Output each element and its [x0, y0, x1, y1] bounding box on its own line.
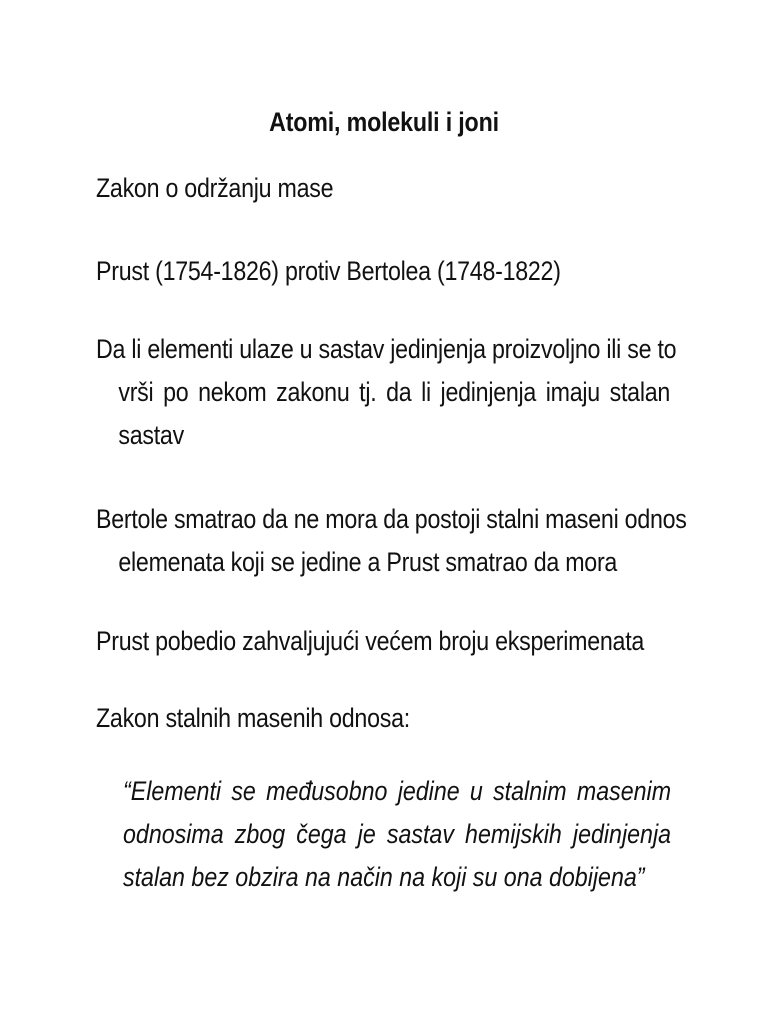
word: zbog	[234, 819, 286, 849]
text-line: Bertole smatrao da ne mora da postoji stalni maseni odnos	[96, 504, 687, 534]
word: masenim	[576, 776, 672, 806]
text-line: sastav	[118, 420, 184, 450]
word: sastav	[386, 819, 454, 849]
text-line: Prust (1754-1826) protiv Bertolea (1748-1822)	[96, 256, 561, 286]
word: “Elementi	[123, 776, 222, 806]
word: čega	[296, 819, 347, 849]
law-quote	[123, 770, 671, 899]
word: jedinjenja	[572, 819, 672, 849]
quote-line-justified	[123, 813, 671, 856]
word: li	[421, 377, 431, 407]
text-line: Zakon stalnih masenih odnosa:	[96, 703, 410, 733]
word: zakonu	[276, 377, 350, 407]
paragraph-conservation-law	[96, 167, 670, 210]
word: da	[386, 377, 412, 407]
word: hemijskih	[465, 819, 562, 849]
word: vrši	[118, 377, 154, 407]
word: po	[163, 377, 189, 407]
word: nekom	[198, 377, 267, 407]
paragraph-prust-won	[96, 620, 670, 663]
text-line-justified	[96, 371, 670, 414]
word: je	[357, 819, 376, 849]
text-line: Zakon o održanju mase	[96, 173, 334, 203]
paragraph-prust-vs-bertole	[96, 250, 670, 293]
word: jedine	[397, 776, 460, 806]
word: jedinjenja	[440, 377, 537, 407]
paragraph-question	[96, 328, 677, 457]
paragraph-bertole-view	[96, 498, 687, 584]
word: se	[231, 776, 256, 806]
word: međusobno	[266, 776, 388, 806]
page-title: Atomi, molekuli i joni	[269, 107, 499, 137]
word: imaju	[545, 377, 600, 407]
quote-line: stalan bez obzira na način na koji su ona dobijena”	[123, 862, 645, 892]
word: tj.	[359, 377, 377, 407]
word: stalnim	[493, 776, 567, 806]
text-line: Prust pobedio zahvaljujući većem broju eksperimenata	[96, 626, 645, 656]
quote-line-justified	[123, 770, 671, 813]
text-line: elemenata koji se jedine a Prust smatrao da mora	[118, 547, 618, 577]
paragraph-law-heading	[96, 697, 670, 740]
word: stalan	[609, 377, 671, 407]
word: odnosima	[123, 819, 224, 849]
text-line: Da li elementi ulaze u sastav jedinjenja proizvoljno ili se to	[96, 334, 677, 364]
word: u	[469, 776, 483, 806]
